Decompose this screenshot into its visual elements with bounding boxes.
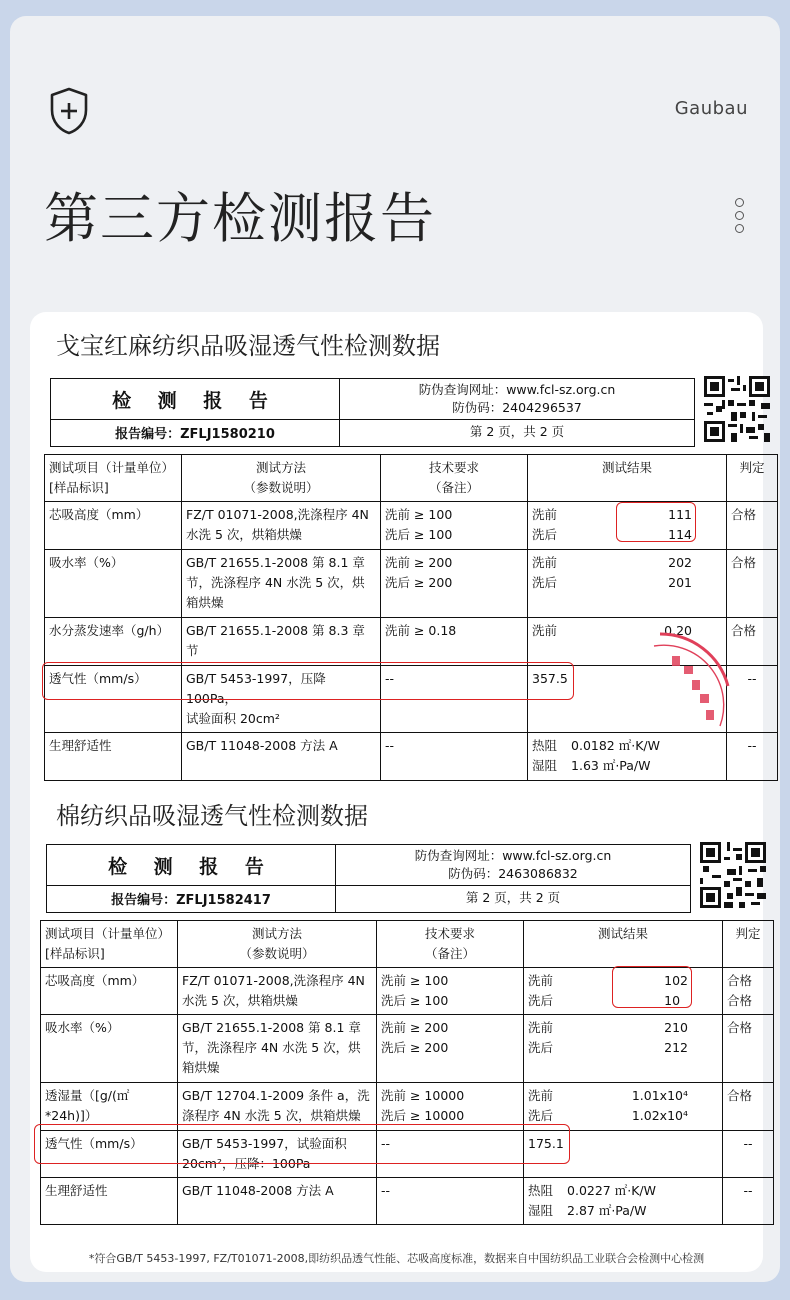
table-header-row: [41, 921, 774, 968]
row-verdict: 合格 合格: [723, 968, 774, 1015]
query-url: 防伪查询网址：www.fcl-sz.org.cn: [414, 848, 612, 863]
row-verdict: 合格: [727, 502, 778, 550]
col-method: 测试方法 （参数说明）: [182, 455, 381, 502]
col-result: 测试结果: [524, 921, 723, 968]
report-header: [40, 838, 762, 914]
red-seal-stamp: [650, 626, 732, 736]
vertical-dots-icon[interactable]: [735, 198, 747, 237]
col-verdict: 判定: [727, 455, 778, 502]
row-item: 吸水率（%）: [45, 550, 182, 618]
row-requirement: 洗前 ≥ 200 洗后 ≥ 200: [381, 550, 528, 618]
row-requirement: 洗前 ≥ 200 洗后 ≥ 200: [377, 1015, 524, 1083]
table-header-row: [45, 455, 778, 502]
row-item: 水分蒸发速率（g/h）: [45, 618, 182, 666]
row-verdict: 合格: [727, 550, 778, 618]
result-values: 102 10: [664, 973, 688, 1008]
col-method: 测试方法 （参数说明）: [178, 921, 377, 968]
report-title: 检 测 报 告: [112, 389, 278, 412]
brand-name: Gaubau: [674, 98, 748, 119]
highlight-wicking: [616, 502, 696, 542]
row-method: GB/T 21655.1-2008 第 8.3 章 节: [182, 618, 381, 666]
col-item: 测试项目（计量单位） [样品标识]: [41, 921, 178, 968]
row-method: GB/T 11048-2008 方法 A: [178, 1178, 377, 1225]
row-requirement: --: [377, 1131, 524, 1178]
highlight-air-permeability: [34, 1124, 570, 1164]
result-values: 111 114: [668, 507, 692, 542]
shield-plus-icon: [46, 86, 92, 136]
table-row: [41, 1015, 774, 1083]
result-labels: 洗前 洗后: [532, 507, 558, 542]
row-verdict: 合格: [723, 1083, 774, 1131]
row-requirement: 洗前 ≥ 0.18: [381, 618, 528, 666]
result-values: 0.20: [664, 623, 692, 638]
row-method: GB/T 21655.1-2008 第 8.1 章 节，洗涤程序 4N 水洗 5 次，烘 箱烘燥: [178, 1015, 377, 1083]
row-requirement: 洗前 ≥ 100 洗后 ≥ 100: [377, 968, 524, 1015]
table-row: [45, 733, 778, 781]
row-requirement: --: [377, 1178, 524, 1225]
row-requirement: --: [381, 666, 528, 733]
row-requirement: 洗前 ≥ 100 洗后 ≥ 100: [381, 502, 528, 550]
row-verdict: 合格: [727, 618, 778, 666]
table-row: [41, 1178, 774, 1225]
row-result: [528, 550, 727, 618]
section-title: 棉纺织品吸湿透气性检测数据: [56, 802, 368, 830]
col-result: 测试结果: [528, 455, 727, 502]
result-labels: 洗前: [532, 623, 558, 638]
qr-code-icon: [700, 842, 766, 908]
row-result: [524, 1178, 723, 1225]
result-labels: 洗前 洗后: [528, 1088, 554, 1123]
highlight-wicking: [612, 966, 692, 1008]
row-method: FZ/T 01071-2008,洗涤程序 4N 水洗 5 次，烘箱烘燥: [178, 968, 377, 1015]
row-item: 吸水率（%）: [41, 1015, 178, 1083]
col-requirement: 技术要求 （备注）: [381, 455, 528, 502]
row-verdict: 合格: [723, 1015, 774, 1083]
row-method: FZ/T 01071-2008,洗涤程序 4N 水洗 5 次，烘箱烘燥: [182, 502, 381, 550]
row-method: GB/T 12704.1-2009 条件 a，洗 涤程序 4N 水洗 5 次，烘箱烘燥: [178, 1083, 377, 1131]
result-labels: 175.1: [528, 1136, 564, 1151]
result-labels: 洗前 洗后: [532, 555, 558, 590]
section-title: 戈宝红麻纺织品吸湿透气性检测数据: [56, 332, 440, 360]
row-method: GB/T 5453-1997，压降 100Pa， 试验面积 20cm²: [182, 666, 381, 733]
footnote: *符合GB/T 5453-1997, FZ/T01071-2008,即纺织品透气性能、芯吸高度标准，数据来自中国纺织品工业联合会检测中心检测: [88, 1252, 705, 1265]
result-values: 0.0182 ㎡·K/W 1.63 ㎡·Pa/W: [571, 738, 660, 773]
row-item: 透气性（mm/s）: [41, 1131, 178, 1178]
result-labels: 洗前 洗后: [528, 1020, 554, 1055]
row-item: 透湿量（[g/(㎡*24h)]）: [41, 1083, 178, 1131]
page-indicator: 第 2 页，共 2 页: [469, 424, 565, 439]
row-verdict: --: [723, 1178, 774, 1225]
row-item: 芯吸高度（mm）: [41, 968, 178, 1015]
page-card: [10, 16, 780, 1282]
page-headline: 第三方检测报告: [44, 187, 436, 250]
result-labels: 热阻 湿阻: [532, 738, 558, 773]
result-labels: 357.5: [532, 671, 568, 686]
report-panel: [30, 312, 763, 1272]
row-method: GB/T 21655.1-2008 第 8.1 章 节，洗涤程序 4N 水洗 5 次，烘 箱烘燥: [182, 550, 381, 618]
row-verdict: --: [727, 733, 778, 781]
query-url: 防伪查询网址：www.fcl-sz.org.cn: [418, 382, 616, 397]
row-item: 芯吸高度（mm）: [45, 502, 182, 550]
result-values: 210 212: [664, 1020, 688, 1055]
table-row: [45, 550, 778, 618]
report-2: [40, 838, 762, 1218]
row-method: GB/T 11048-2008 方法 A: [182, 733, 381, 781]
result-values: 0.0227 ㎡·K/W 2.87 ㎡·Pa/W: [567, 1183, 656, 1218]
report-number: 报告编号：ZFLJ1580210: [115, 426, 275, 442]
page-indicator: 第 2 页，共 2 页: [465, 890, 561, 905]
anti-fake-code: 防伪码：2404296537: [452, 400, 582, 415]
report-title: 检 测 报 告: [108, 855, 274, 878]
row-item: 透气性（mm/s）: [45, 666, 182, 733]
row-requirement: --: [381, 733, 528, 781]
row-verdict: --: [723, 1131, 774, 1178]
col-item: 测试项目（计量单位） [样品标识]: [45, 455, 182, 502]
row-item: 生理舒适性: [41, 1178, 178, 1225]
result-values: 202 201: [668, 555, 692, 590]
row-method: GB/T 5453-1997，试验面积 20cm²，压降：100Pa: [178, 1131, 377, 1178]
highlight-air-permeability: [42, 662, 574, 700]
row-result: [524, 1015, 723, 1083]
row-item: 生理舒适性: [45, 733, 182, 781]
col-requirement: 技术要求 （备注）: [377, 921, 524, 968]
result-labels: 洗前 洗后: [528, 973, 554, 1008]
result-values: 1.01x10⁴ 1.02x10⁴: [631, 1088, 688, 1123]
qr-code-icon: [704, 376, 770, 442]
row-requirement: 洗前 ≥ 10000 洗后 ≥ 10000: [377, 1083, 524, 1131]
col-verdict: 判定: [723, 921, 774, 968]
row-verdict: --: [727, 666, 778, 733]
result-labels: 热阻 湿阻: [528, 1183, 554, 1218]
report-number: 报告编号：ZFLJ1582417: [111, 892, 271, 908]
report-header: [44, 372, 766, 448]
row-result: [528, 733, 727, 781]
report-1: [44, 372, 766, 773]
anti-fake-code: 防伪码：2463086832: [448, 866, 578, 881]
